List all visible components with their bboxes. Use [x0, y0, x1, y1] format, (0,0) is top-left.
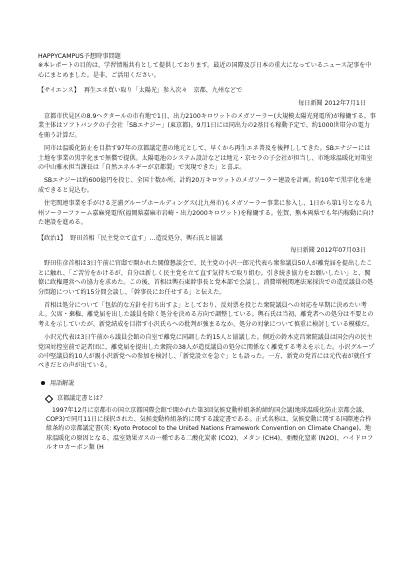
article-2-meta — [38, 246, 376, 255]
article-2-date: 2012年07月03日 — [316, 246, 366, 254]
article-2-tag: 【政治1】 — [38, 234, 67, 242]
intro-note: ※本レポートの目的は、学習情報共有として提供しております。最近の国際及び日本の重大になっているニュース記事を中心にまとめました。是非、ご活用ください。 — [38, 62, 372, 79]
article-1-paragraph: 同市は温暖化防止を目指す97年の京都議定書の地元として、早くから再生エネ普及を後押ししてきた。SBエナジーには土地を事業の黒字化まで無償で提供。太陽電池のシステム設計などは地元・京セラの子会社が担当し、市地球温暖化対策室の中山雅永担当課長は「自然エネルギーが京都製」で実現できた」と喜ぶ。 — [38, 145, 373, 172]
glossary-term-title: 京都議定書とは？ — [57, 395, 106, 403]
glossary-label: 用語解説 — [50, 379, 75, 387]
article-1-heading — [38, 86, 376, 95]
document-title: HAPPYCAMPUS予想時事問題 — [38, 53, 121, 60]
article-1-headline: 再生エネ買い取り「太陽光」参入次々 京都、九州などで — [83, 87, 243, 95]
article-2-paragraph: 首相は処分について「包括的な方針を打ち出すよ」としており、反対票を投じた衆院議員への対応を早期に決めたい考え。欠席・棄権、離党届を出した議員を除く処分を決める方向で調整している。輿石氏は当初、離党者への処分は不要との考えを示していたが、新党結成を目指す小沢氏らへの批判が強まるなか、処分の対象について慎重に検討している模様だ。 — [38, 301, 374, 328]
article-1-tag: 【サイエンス】 — [38, 87, 80, 95]
article-1-paragraph: SBエナジーは約600億円を投じ、全国十数か所、計約20万キロワットのメガソーラー建設を計画。約10年で黒字化を達成できると見込む。 — [38, 177, 372, 194]
diamond-bullet-icon — [45, 395, 53, 403]
article-2-paragraph: 野田佳彦首相は3日午前に官邸で開かれた閣僚懇談会で、民主党の小沢一郎元代表ら衆参議員50人が離党届を提出したことに触れ、「ご苦労をかけるが、自分は新しく民主党を立て直す気持ちで取り組む。引き続き協力をお願いしたい」と、閣僚に政権運営への協力を求めた。この後、首相は輿石東幹事長と党本部で会談し、消費増税関連法案採決での造反議員の処分問題について約15分間会談し、「幹事長にお任せする」と伝えた。 — [38, 260, 374, 296]
glossary-term — [46, 394, 376, 403]
article-2-headline: 野田首相「民主党立て直す」…造反処分、輿石氏と協議 — [70, 234, 223, 242]
glossary-term-body: 1997年12月に京都市の国立京都国際会館で開かれた第3回気候変動枠組条約締約国会議(地球温暖化防止京都会議、COP3)で同月11日に採択された、気候変動枠組条約に関する議定書である。正式名称は、気候変動に関する国際連合枠組条約の京都議定書(英: Kyoto Protocol to the United Nations Framework Convention on Climate Change)。地球温暖化の原因となる、温室効果ガスの一種である二酸化炭素 (CO2)、メタン (CH4)、亜酸化窒素 (N2O)、ハイドロフルオロカーボン類 (H — [46, 406, 374, 452]
article-2-heading — [38, 234, 376, 243]
glossary-heading — [38, 379, 376, 388]
article-1-source: 毎日新聞 — [298, 99, 323, 107]
article-2-paragraph: 小沢元代表は3日午前から議員会館の自室で離党に同調した約15人と協議した。側近の鈴木克昌衆院議員は国会内の民主党国対控室前で記者団に、離党届を提出した衆院の38人が造反議員の処分に関係なく離党する考えを示した。小沢グループの中堅議員約10人が親小沢新党への参加を検討し、「新党設立を急ぐ」とも語った。一方、新党の党首には元代表が就任すべきだとの声が出ている。 — [38, 334, 375, 370]
article-1-paragraph: 京都市伏見区の8.9ヘクタールの市有地で1日、出力2100キロワットのメガソーラー(大規模太陽光発電所)が稼働する。事業主体はソフトバンクの子会社「SBエナジー」(東京都)。9月1日には同出力の2基目も稼動予定で、約1000世帯分の電力を賄う計算だ。 — [38, 113, 376, 139]
article-1-paragraph: 住宅関連事業を手がける芝浦グループホールディングス(北九州市)もメガソーラー事業に参入し、1日から第1号となる九州ソーラーファーム嘉麻発電所(福岡県嘉麻市岩崎・出力2000キロワット)を稼働する。佐賀、熊本両県でも年内稼動に向けた建設を進める。 — [38, 200, 375, 227]
article-1-date: 2012年7月1日 — [324, 99, 366, 107]
article-1-meta — [38, 99, 376, 108]
article-2-source: 毎日新聞 — [290, 246, 315, 254]
bullet-icon — [41, 381, 45, 385]
